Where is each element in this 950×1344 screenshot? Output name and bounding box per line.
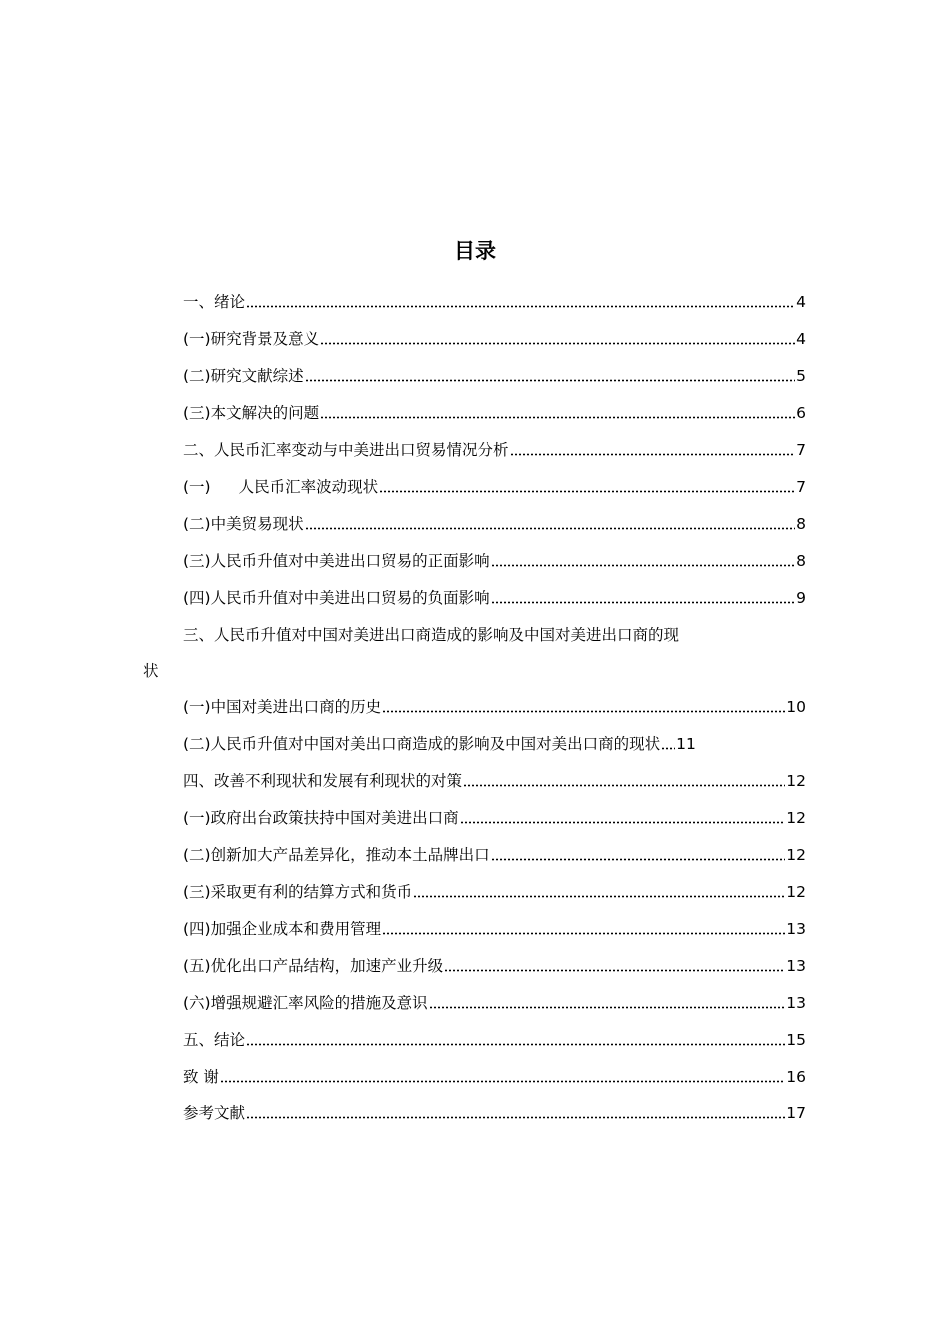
toc-entry-label: 五、结论 (183, 1031, 246, 1049)
toc-entry[interactable] (183, 473, 806, 497)
toc-entry-label: (四)人民币升值对中美进出口贸易的负面影响 (183, 589, 490, 607)
toc-entry[interactable] (183, 952, 806, 976)
toc-entry[interactable] (183, 878, 806, 902)
toc-entry[interactable] (183, 1026, 806, 1050)
toc-entry-page: 13 (786, 957, 806, 975)
toc-entry[interactable] (183, 362, 806, 386)
toc-entry[interactable] (183, 547, 806, 571)
toc-entry-label: (二)研究文献综述 (183, 367, 304, 385)
toc-title: 目录 (454, 239, 496, 263)
toc-entry-page: 8 (796, 515, 806, 533)
toc-entry-label: 参考文献 (183, 1104, 246, 1122)
toc-entry-page: 16 (786, 1068, 806, 1086)
toc-entry[interactable] (183, 584, 806, 608)
toc-entry-label: (三)本文解决的问题 (183, 404, 320, 422)
toc-entry-page: 17 (786, 1104, 806, 1122)
toc-entry[interactable] (183, 325, 806, 349)
toc-dot-leader (320, 416, 795, 419)
toc-entry-page: 7 (796, 441, 806, 459)
toc-entry[interactable] (183, 510, 806, 534)
toc-entry[interactable] (183, 841, 806, 865)
toc-entry-page: 12 (786, 883, 806, 901)
toc-entry[interactable] (183, 288, 806, 312)
toc-entry-page: 15 (786, 1031, 806, 1049)
toc-entry-page: 12 (786, 772, 806, 790)
toc-entry-label: (二)人民币升值对中国对美出口商造成的影响及中国对美出口商的现状 (183, 735, 661, 753)
toc-entry-page: 5 (796, 367, 806, 385)
toc-dot-leader (305, 379, 796, 382)
toc-dot-leader (305, 527, 796, 530)
toc-dot-leader (220, 1080, 785, 1083)
toc-entry-page: 9 (796, 589, 806, 607)
toc-entry[interactable] (183, 730, 806, 754)
toc-entry-page: 6 (796, 404, 806, 422)
toc-entry[interactable] (183, 693, 806, 717)
toc-entry-label: (五)优化出口产品结构，加速产业升级 (183, 957, 444, 975)
toc-entry-page: 12 (786, 846, 806, 864)
toc-dot-leader (379, 490, 795, 493)
toc-dot-leader (320, 342, 795, 345)
toc-dot-leader (491, 858, 786, 861)
toc-dot-leader (460, 821, 786, 824)
toc-dot-leader (413, 895, 785, 898)
toc-entry[interactable] (183, 989, 806, 1013)
toc-dot-leader (491, 564, 796, 567)
toc-dot-leader (510, 453, 796, 456)
toc-entry-label: (四)加强企业成本和费用管理 (183, 920, 382, 938)
toc-dot-leader (444, 969, 785, 972)
toc-entry[interactable] (183, 399, 806, 423)
toc-entry-label: (二)中美贸易现状 (183, 515, 304, 533)
toc-entry[interactable] (183, 1099, 806, 1123)
toc-entry-page: 4 (796, 293, 806, 311)
toc-dot-leader (661, 747, 675, 750)
toc-entry-label: 一、绪论 (183, 293, 246, 311)
toc-entry-page: 12 (786, 809, 806, 827)
toc-entry[interactable] (183, 767, 806, 791)
toc-entry-label: (三)人民币升值对中美进出口贸易的正面影响 (183, 552, 490, 570)
toc-dot-leader (382, 932, 785, 935)
toc-entry-page: 13 (786, 920, 806, 938)
toc-entry-page: 11 (676, 735, 696, 753)
toc-dot-leader (246, 1043, 785, 1046)
toc-entry-page: 7 (796, 478, 806, 496)
toc-entry-label: 人民币汇率波动现状 (238, 478, 379, 496)
toc-entry[interactable] (183, 915, 806, 939)
toc-dot-leader (463, 784, 785, 787)
toc-entry[interactable] (183, 804, 806, 828)
toc-entry[interactable] (183, 436, 806, 460)
toc-entry-label: (一)研究背景及意义 (183, 330, 320, 348)
toc-entry-page: 10 (786, 698, 806, 716)
toc-entry-wrapped-line1[interactable]: 三、人民币升值对中国对美进出口商造成的影响及中国对美进出口商的现 (183, 626, 680, 644)
toc-entry-page: 8 (796, 552, 806, 570)
toc-dot-leader (246, 1116, 785, 1119)
toc-dot-leader (429, 1006, 786, 1009)
toc-dot-leader (246, 305, 795, 308)
toc-entry-label: (一)政府出台政策扶持中国对美进出口商 (183, 809, 459, 827)
toc-entry-label: (二)创新加大产品差异化，推动本土品牌出口 (183, 846, 490, 864)
toc-entry-label: (六)增强规避汇率风险的措施及意识 (183, 994, 428, 1012)
toc-entry-label: (一)中国对美进出口商的历史 (183, 698, 382, 716)
toc-entry-page: 4 (796, 330, 806, 348)
toc-entry-label: 四、改善不利现状和发展有利现状的对策 (183, 772, 463, 790)
toc-entry-page: 13 (786, 994, 806, 1012)
toc-dot-leader (382, 710, 785, 713)
toc-entry-label: 致 谢 (183, 1068, 219, 1086)
toc-entry-label-prefix: (一) (183, 478, 211, 496)
toc-entry[interactable] (183, 1063, 806, 1087)
toc-dot-leader (491, 601, 796, 604)
toc-entry-label: (三)采取更有利的结算方式和货币 (183, 883, 413, 901)
toc-entry-label: 二、人民币汇率变动与中美进出口贸易情况分析 (183, 441, 509, 459)
toc-entry-wrapped-line2[interactable]: 状 (143, 662, 159, 680)
